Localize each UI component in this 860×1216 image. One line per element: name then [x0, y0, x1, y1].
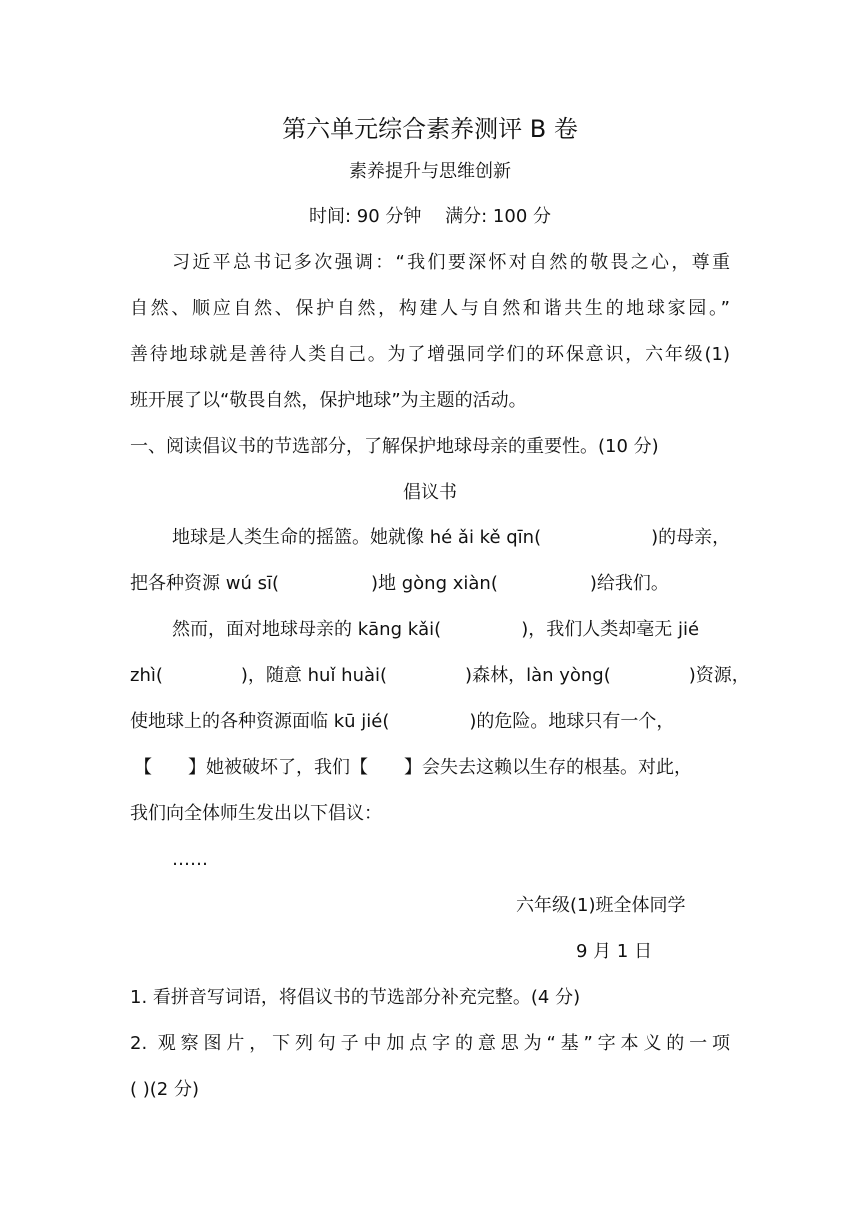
question-2-line-2: ( )(2 分) — [130, 1079, 199, 1100]
proposal-line-2 — [130, 572, 669, 596]
bracket-open: 【 — [134, 757, 152, 778]
proposal-line-2-text-a: 把各种资源 wú sī( — [130, 573, 279, 594]
proposal-line-5-text-b: )的危险。地球只有一个， — [469, 711, 675, 732]
intro-line-1: 习近平总书记多次强调：“我们要深怀对自然的敬畏之心，尊重 — [172, 252, 730, 273]
proposal-line-1-text-b: )的母亲， — [651, 527, 731, 548]
section-1-heading: 一、阅读倡议书的节选部分，了解保护地球母亲的重要性。(10 分) — [130, 436, 659, 457]
document-subtitle: 素养提升与思维创新 — [349, 161, 511, 182]
intro-line-2: 自然、顺应自然、保护自然，构建人与自然和谐共生的地球家园。” — [130, 298, 730, 319]
proposal-line-6-text-c: 】会失去这赖以生存的根基。对此， — [404, 757, 692, 778]
proposal-line-2-text-c: )给我们。 — [589, 573, 669, 594]
proposal-line-6 — [134, 756, 692, 780]
proposal-line-3-text-a: 然而，面对地球母亲的 kāng kǎi( — [172, 619, 442, 640]
question-2-line-1: 2. 观察图片，下列句子中加点字的意思为“基”字本义的一项 — [130, 1033, 730, 1054]
proposal-line-4-text-a: zhì( — [130, 665, 163, 686]
proposal-line-4 — [130, 664, 750, 688]
proposal-line-4-text-c: )森林，làn yòng( — [465, 665, 611, 686]
proposal-line-7: 我们向全体师生发出以下倡议： — [130, 803, 382, 824]
document-title: 第六单元综合素养测评 B 卷 — [282, 115, 578, 143]
proposal-date: 9 月 1 日 — [576, 941, 653, 962]
proposal-line-6-text-b: 】她被破坏了，我们【 — [188, 757, 368, 778]
proposal-line-2-text-b: )地 gòng xiàn( — [370, 573, 498, 594]
proposal-line-4-text-b: )，随意 huǐ huài( — [240, 665, 388, 686]
exam-info: 时间: 90 分钟 满分: 100 分 — [309, 206, 551, 227]
proposal-line-4-text-d: )资源， — [688, 665, 750, 686]
proposal-title: 倡议书 — [403, 482, 457, 503]
proposal-signature: 六年级(1)班全体同学 — [516, 895, 686, 916]
proposal-line-1 — [172, 526, 730, 550]
proposal-line-5-text-a: 使地球上的各种资源面临 kū jié( — [130, 711, 390, 732]
proposal-line-3 — [172, 618, 699, 642]
question-1: 1. 看拼音写词语，将倡议书的节选部分补充完整。(4 分) — [130, 987, 581, 1008]
proposal-line-5 — [130, 710, 674, 734]
proposal-ellipsis: …… — [172, 849, 208, 870]
proposal-line-3-text-b: )，我们人类却毫无 jié — [521, 619, 700, 640]
proposal-line-1-text-a: 地球是人类生命的摇篮。她就像 hé ǎi kě qīn( — [172, 527, 542, 548]
intro-line-3: 善待地球就是善待人类自己。为了增强同学们的环保意识，六年级(1) — [130, 344, 730, 365]
intro-line-4: 班开展了以“敬畏自然，保护地球”为主题的活动。 — [130, 390, 527, 411]
